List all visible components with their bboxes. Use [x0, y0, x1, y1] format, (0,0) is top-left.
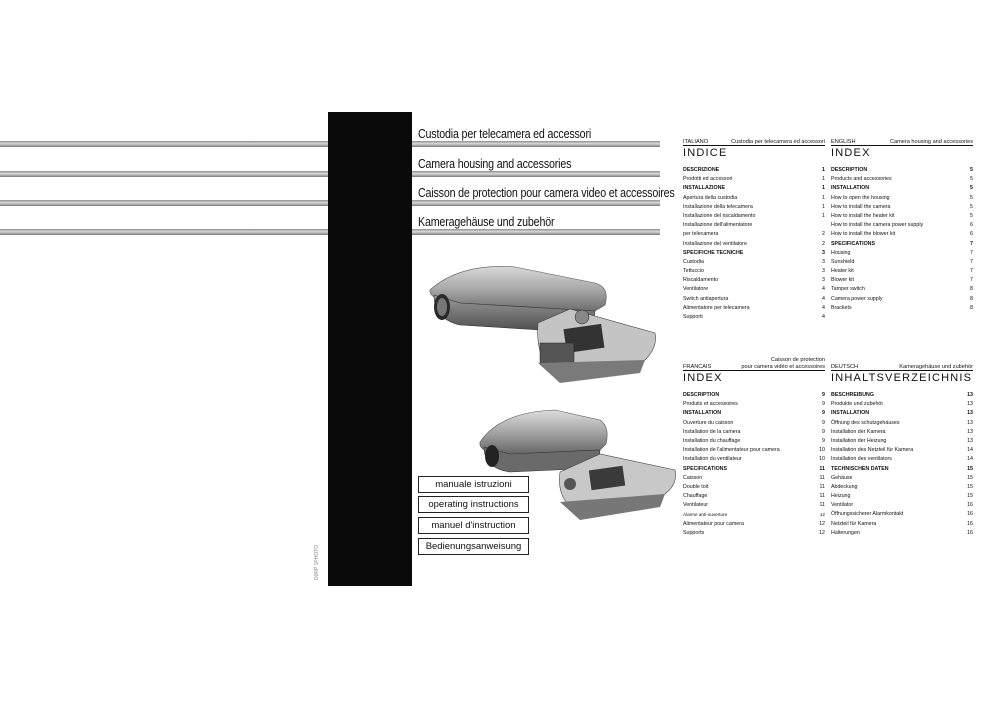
index-entry	[831, 520, 973, 529]
entry-text: DESCRIZIONE	[683, 167, 720, 173]
entry-page: 14	[967, 447, 973, 454]
entry-text: TECHNISCHEN DATEN	[831, 465, 889, 472]
entry-text: How to install the camera	[831, 203, 891, 210]
entry-text: Öffnungssicherer Alarmkontakt	[831, 511, 904, 518]
language-label: FRANCAIS	[683, 364, 712, 370]
entry-page: 15	[967, 465, 973, 472]
entry-text: Tamper switch	[831, 286, 865, 293]
entry-page: 3	[822, 249, 825, 256]
index-entry	[831, 483, 973, 492]
index-entry	[831, 230, 973, 239]
section-subtitle: Kameragehäuse und zubehör	[899, 363, 973, 370]
entry-text: Camera power supply	[831, 295, 883, 302]
cover-title-fr: Caisson de protection pour camera video et accessoires	[418, 185, 675, 200]
index-entry	[683, 465, 825, 474]
index-entry	[831, 276, 973, 285]
index-entry	[683, 455, 825, 464]
entry-page: 9	[822, 419, 825, 426]
entry-page: 5	[970, 194, 973, 201]
index-entry	[831, 285, 973, 294]
entry-text: BESCHREIBUNG	[831, 392, 874, 398]
entry-page: 15	[967, 493, 973, 500]
index-entry	[683, 391, 825, 400]
index-italiano	[683, 134, 825, 322]
entry-text: Double toit	[683, 483, 709, 490]
entry-text: Produits et accessoires	[683, 401, 738, 408]
index-entry	[831, 304, 973, 313]
entry-page: 5	[970, 185, 973, 192]
entry-text: INSTALLAZIONE	[683, 185, 725, 192]
entry-text: Alimentatore per telecamera	[683, 304, 750, 311]
entry-page: 1	[822, 167, 825, 173]
index-entry	[683, 230, 825, 239]
subtitle-line-2: pour camera vidéo et accessoires	[741, 363, 825, 370]
section-subtitle: Camera housing and accessories	[889, 138, 973, 145]
index-entry	[831, 175, 973, 184]
entry-page: 16	[967, 502, 973, 509]
entry-page: 3	[822, 277, 825, 284]
index-entry	[831, 419, 973, 428]
index-title: INDICE	[683, 147, 728, 159]
index-entry	[831, 529, 973, 538]
entry-page: 2	[822, 240, 825, 247]
index-entry	[831, 455, 973, 464]
entry-page: 6	[970, 222, 973, 229]
entry-text: SPECIFICATIONS	[683, 465, 728, 472]
index-entry	[683, 267, 825, 276]
cover-title-en: Camera housing and accessories	[418, 156, 572, 171]
entry-page: 12	[819, 529, 825, 536]
section-subtitle	[741, 357, 825, 370]
entry-page: 16	[967, 529, 973, 536]
entry-text: Installation der Kamera	[831, 428, 886, 435]
entry-text: Installation de la camera	[683, 428, 741, 435]
entry-page: 11	[819, 493, 825, 500]
index-entry	[831, 437, 973, 446]
entry-text: Sunshield	[831, 258, 855, 265]
entry-text: DESCRIPTION	[683, 392, 720, 398]
entry-page: 15	[967, 474, 973, 481]
entry-page: 14	[967, 456, 973, 463]
entry-page: 8	[970, 286, 973, 293]
entry-page: 5	[970, 212, 973, 219]
manual-de-label: Bedienungsanweisung	[418, 538, 529, 555]
entry-page: 1	[822, 194, 825, 201]
entry-page: 16	[967, 520, 973, 527]
index-entry	[831, 221, 973, 230]
entry-page: 4	[822, 286, 825, 293]
index-entry	[683, 240, 825, 249]
index-entry	[683, 400, 825, 409]
entry-page: 1	[822, 185, 825, 192]
entry-text: Produkte und zubehör	[831, 401, 884, 408]
index-entry	[831, 510, 973, 519]
index-entry	[683, 510, 825, 519]
entry-page: 11	[819, 474, 825, 481]
entry-text: Tettuccio	[683, 268, 704, 275]
entry-text: How to open the housing	[831, 194, 890, 201]
entry-page: 8	[970, 295, 973, 302]
entry-page: 7	[970, 258, 973, 265]
section-header	[831, 134, 973, 146]
entry-text: Abdeckung	[831, 483, 858, 490]
index-entry	[683, 437, 825, 446]
entry-text: Alarme anti-ouverture	[683, 512, 728, 518]
index-entry	[683, 295, 825, 304]
entry-page: 6	[970, 231, 973, 238]
entry-page: 9	[822, 428, 825, 435]
entry-page: 16	[967, 511, 973, 518]
entry-page: 12	[819, 520, 825, 527]
index-entry	[831, 194, 973, 203]
index-entry	[683, 304, 825, 313]
index-title: INDEX	[831, 147, 871, 159]
entry-text: Riscaldamento	[683, 277, 719, 284]
entry-page: 9	[822, 410, 825, 417]
entry-text: Supports	[683, 529, 705, 536]
entry-page: 9	[822, 437, 825, 444]
index-entry	[831, 428, 973, 437]
index-francais	[683, 352, 825, 538]
language-label: ENGLISH	[831, 139, 856, 145]
entry-text: INSTALLATION	[831, 410, 870, 417]
entry-text: Heizung	[831, 493, 851, 500]
index-entry	[831, 249, 973, 258]
entry-text: SPECIFICHE TECNICHE	[683, 249, 744, 256]
entry-text: Ventilatore	[683, 286, 709, 293]
entry-page: 5	[970, 167, 973, 173]
entry-text: Apertura della custodia	[683, 194, 738, 201]
entry-text: Custodia	[683, 258, 704, 265]
entry-text: Installation de l'alimentateur pour camera	[683, 447, 780, 454]
index-entry	[831, 267, 973, 276]
entry-page: 11	[819, 483, 825, 490]
index-deutsch	[831, 359, 973, 538]
entry-page: 7	[970, 268, 973, 275]
manual-it-label: manuale istruzioni	[418, 476, 529, 493]
entry-text: DESCRIPTION	[831, 167, 868, 173]
index-entries	[831, 391, 973, 538]
entry-page: 11	[819, 465, 825, 472]
index-entry	[683, 221, 825, 230]
index-entry	[683, 313, 825, 322]
entry-text: Installation du chauffage	[683, 437, 741, 444]
index-entries	[683, 166, 825, 322]
entry-page: 4	[822, 314, 825, 320]
index-entries	[831, 166, 973, 313]
entry-text: Brackets	[831, 304, 852, 311]
index-entry	[831, 240, 973, 249]
section-subtitle: Custodia per telecamera ed accessori	[731, 138, 825, 145]
index-entry	[683, 285, 825, 294]
entry-text: Gehäuse	[831, 474, 853, 481]
index-entry	[831, 400, 973, 409]
entry-page: 7	[970, 249, 973, 256]
language-label: ITALIANO	[683, 139, 709, 145]
index-entry	[683, 446, 825, 455]
manual-fr-label: manuel d'instruction	[418, 517, 529, 534]
entry-page: 12	[819, 512, 825, 518]
index-entry	[831, 184, 973, 193]
entry-text: Installation du ventilateur	[683, 456, 742, 463]
entry-page: 10	[819, 456, 825, 463]
index-entry	[683, 175, 825, 184]
cover-title-it: Custodia per telecamera ed accessori	[418, 126, 592, 141]
entry-page: 13	[967, 419, 973, 426]
entry-text: Alimentateur pour camera	[683, 520, 744, 527]
index-entry	[683, 166, 825, 175]
entry-text: Chauffage	[683, 493, 708, 500]
index-entry	[831, 474, 973, 483]
index-entry	[683, 501, 825, 510]
entry-text: Halterungen	[831, 529, 860, 536]
index-entry	[683, 184, 825, 193]
index-entries	[683, 391, 825, 538]
language-label: DEUTSCH	[831, 364, 859, 370]
entry-page: 3	[822, 258, 825, 265]
entry-text: Caisson	[683, 474, 703, 481]
index-entry	[683, 249, 825, 258]
index-entry	[683, 212, 825, 221]
index-entry	[683, 203, 825, 212]
entry-text: Installazione del ventilatore	[683, 240, 747, 247]
index-entry	[683, 520, 825, 529]
entry-page: 3	[822, 268, 825, 275]
index-entry	[831, 492, 973, 501]
entry-page: 13	[967, 410, 973, 417]
entry-page: 4	[822, 304, 825, 311]
index-entry	[683, 409, 825, 418]
entry-text: How to install the camera power supply	[831, 222, 924, 229]
index-entry	[683, 428, 825, 437]
index-entry	[683, 258, 825, 267]
entry-text: Ouverture du caisson	[683, 419, 734, 426]
entry-page: 15	[967, 483, 973, 490]
entry-page: 1	[822, 203, 825, 210]
index-title: INHALTSVERZEICHNIS	[831, 372, 973, 384]
index-entry	[683, 419, 825, 428]
entry-text: How to install the heater kit	[831, 212, 895, 219]
index-entry	[831, 501, 973, 510]
entry-page: 10	[819, 447, 825, 454]
entry-text: Öffnung des schutzgehäuses	[831, 419, 900, 426]
index-english	[831, 134, 973, 313]
entry-text: Installation des ventilators	[831, 456, 892, 463]
entry-page: 2	[822, 231, 825, 238]
entry-text: Switch antiapertura	[683, 295, 729, 302]
manual-en-label: operating instructions	[418, 496, 529, 513]
entry-page: 4	[822, 295, 825, 302]
index-title: INDEX	[683, 372, 723, 384]
entry-text: Heater kit	[831, 268, 854, 275]
entry-page: 7	[970, 277, 973, 284]
entry-text: Installation des Netzteil für Kamera	[831, 447, 914, 454]
entry-page: 5	[970, 176, 973, 183]
entry-text: Prodotti ed accessori	[683, 176, 733, 183]
entry-page: 13	[967, 392, 973, 398]
entry-text: Housing	[831, 249, 851, 256]
cover-title-de: Kameragehäuse und zubehör	[418, 214, 555, 229]
entry-text: Installazione della telecamera	[683, 203, 753, 210]
section-header	[831, 359, 973, 371]
entry-page: 13	[967, 437, 973, 444]
index-entry	[683, 276, 825, 285]
index-entry	[831, 212, 973, 221]
index-entry	[683, 474, 825, 483]
entry-text: Products and accessories	[831, 176, 892, 183]
entry-page: 8	[970, 304, 973, 311]
entry-text: INSTALLATION	[831, 185, 870, 192]
entry-text: Ventilator	[831, 502, 854, 509]
entry-page: 11	[819, 502, 825, 509]
index-entry	[683, 483, 825, 492]
index-entry	[831, 258, 973, 267]
index-entry	[831, 295, 973, 304]
entry-page: 5	[970, 203, 973, 210]
entry-page: 7	[970, 240, 973, 247]
index-entry	[831, 203, 973, 212]
entry-text: SPECIFICATIONS	[831, 240, 876, 247]
entry-page: 9	[822, 401, 825, 408]
index-entry	[831, 465, 973, 474]
section-header	[683, 134, 825, 146]
cover-black-bar	[328, 112, 412, 586]
entry-text: Installazione del riscaldamento	[683, 212, 756, 219]
index-entry	[831, 409, 973, 418]
entry-text: Ventilateur	[683, 502, 709, 509]
entry-page: 13	[967, 428, 973, 435]
entry-page: 9	[822, 392, 825, 398]
entry-text: Supporti	[683, 314, 703, 320]
document-code: D0RP 1PHOTO	[314, 544, 320, 580]
entry-text: Blower kit	[831, 277, 854, 284]
section-header	[683, 352, 825, 371]
camera-housing-illustration-top	[420, 255, 660, 390]
entry-text: Netzteil für Kamera	[831, 520, 877, 527]
entry-page: 13	[967, 401, 973, 408]
index-entry	[683, 529, 825, 538]
index-entry	[683, 492, 825, 501]
entry-page: 1	[822, 212, 825, 219]
entry-page: 1	[822, 176, 825, 183]
index-entry	[831, 166, 973, 175]
entry-text: per telecamera	[683, 231, 719, 238]
subtitle-line-1: Caisson de protection	[770, 357, 825, 363]
index-entry	[831, 446, 973, 455]
entry-text: How to install the blower kit	[831, 231, 896, 238]
index-entry	[831, 391, 973, 400]
entry-text: Installation der Heizung	[831, 437, 887, 444]
entry-text: Installazione dell'alimentatore	[683, 222, 753, 229]
index-entry	[683, 194, 825, 203]
entry-text: INSTALLATION	[683, 410, 722, 417]
